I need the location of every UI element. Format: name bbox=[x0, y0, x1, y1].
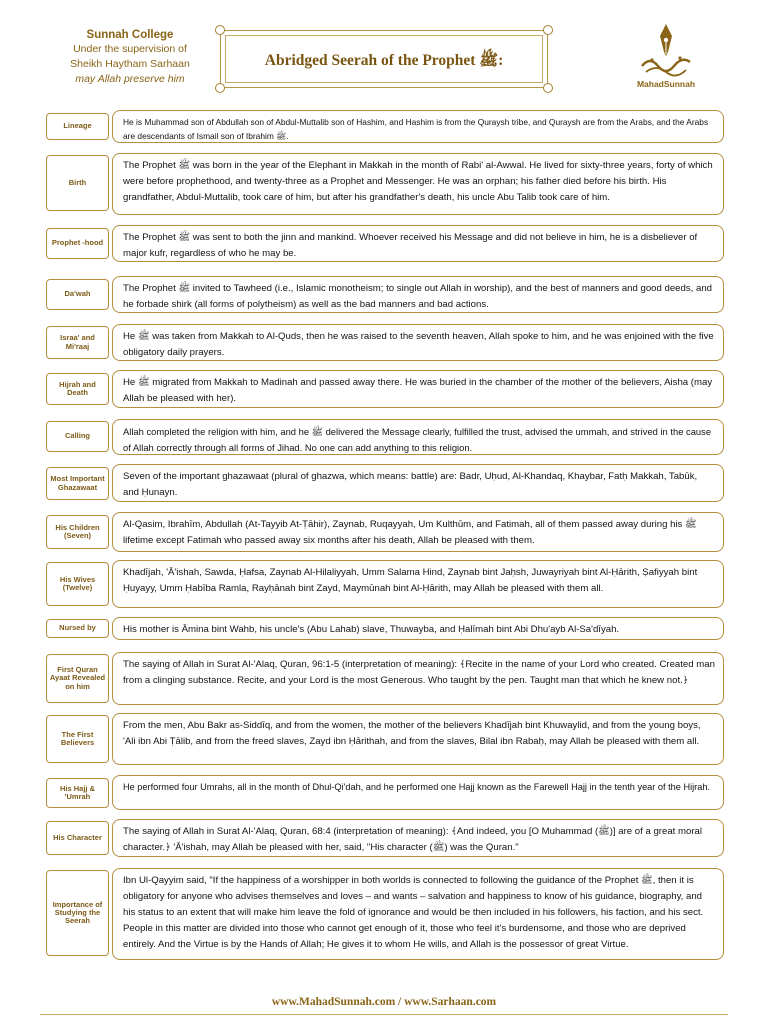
row-text: The saying of Allah in Surat Al-'Alaq, Quran, 96:1-5 (interpretation of meaning): ﴾Recite in the name of your Lord who created. Created man from a clinging substance. Recite, and your Lord is the most Generous. Who taught by the pen. Taught man that which he knew not.﴿ bbox=[112, 652, 724, 705]
row-text: The Prophet ﷺ was sent to both the jinn and mankind. Whoever received his Message and did not believe in him, he is a disbeliever of major kufr, regardless of who he may be. bbox=[112, 225, 724, 262]
row-label: Israa' and Mi'raaj bbox=[46, 326, 109, 359]
supervision-line: Under the supervision of bbox=[73, 43, 187, 55]
college-name: Sunnah College bbox=[86, 29, 174, 41]
sheikh-name: Sheikh Haytham Sarhaan bbox=[70, 58, 190, 70]
row-label: Da'wah bbox=[46, 279, 109, 310]
row-text: Khadījah, 'Ā'ishah, Sawda, Ḥafsa, Zaynab Al-Hilaliyyah, Umm Salama Hind, Zaynab bint Jaḥsh, Juwayriyah bint Al-Ḥārith, Ṣafiyyah bint Ḥuyayy, Umm Ḥabība Ramla, Rayḥānah bint Zayd, Maymūnah bint Al-Ḥārith, may Allah be pleased with them all. bbox=[112, 560, 724, 608]
row-label: Hijrah and Death bbox=[46, 373, 109, 405]
mahadsunnah-logo bbox=[626, 22, 706, 94]
corner-ornament-icon bbox=[543, 25, 553, 35]
row-text: He is Muhammad son of Abdullah son of Abdul-Muttalib son of Hashim, and Hashim is from the Quraysh tribe, and Quraysh are from the Arabs, and the Arabs are descendants of Ismail son of Ibrahim ﷺ. bbox=[112, 110, 724, 143]
row-text: The Prophet ﷺ invited to Tawheed (i.e., Islamic monotheism; to single out Allah in worship), and the best of manners and good deeds, and he forbade shirk (all forms of polytheism) as well as the bad manners and bad actions. bbox=[112, 276, 724, 313]
row-label: His Children (Seven) bbox=[46, 515, 109, 549]
page-header bbox=[0, 0, 768, 100]
row-label: Prophet -hood bbox=[46, 228, 109, 259]
row-label: His Character bbox=[46, 821, 109, 855]
row-label: The First Believers bbox=[46, 715, 109, 763]
footer-divider bbox=[40, 1014, 728, 1015]
row-text: From the men, Abu Bakr as-Siddīq, and from the women, the mother of the believers Khadījah bint Khuwaylid, and from the young boys, 'Ali ibn Abi Ṭālib, and from the freed slaves, Zayd ibn Ḥārithah, and from the slaves, Bilal ibn Rabaḥ, may Allah be pleased with them all. bbox=[112, 713, 724, 765]
row-text: Al-Qasim, Ibrahīm, Abdullah (At-Tayyib At-Ṭāhir), Zaynab, Ruqayyah, Um Kulthūm, and Fatimah, all of them passed away during his ﷺ lifetime except Fatimah who passed away six months after his death, Allah be pleased with them. bbox=[112, 512, 724, 552]
row-label: Calling bbox=[46, 421, 109, 452]
row-text: The Prophet ﷺ was born in the year of the Elephant in Makkah in the month of Rabi' al-Awwal. He lived for sixty-three years, forty of which were before prophethood, and twenty-three as a Prophet and Messenger. He was an orphan; his father died before his birth. His grandfather, Abdul-Muttalib, took care of him, but after his grandfather's death, his uncle Abu Talib took care of him. bbox=[112, 153, 724, 215]
row-label: First Quran Ayaat Revealed on him bbox=[46, 654, 109, 703]
row-text: He ﷺ migrated from Makkah to Madinah and passed away there. He was buried in the chamber of the mother of the believers, Aisha (may Allah be pleased with her). bbox=[112, 370, 724, 408]
prayer-line: may Allah preserve him bbox=[75, 73, 185, 85]
row-text: He ﷺ was taken from Makkah to Al-Quds, then he was raised to the seventh heaven, Allah spoke to him, and he was enjoined with the five obligatory daily prayers. bbox=[112, 324, 724, 361]
corner-ornament-icon bbox=[215, 83, 225, 93]
row-text: Seven of the important ghazawaat (plural of ghazwa, which means: battle) are: Badr, Uḥud, Al-Khandaq, Khaybar, Fatḥ Makkah, Tabūk, and Ḥunayn. bbox=[112, 464, 724, 502]
row-text: He performed four Umrahs, all in the month of Dhul-Qi'dah, and he performed one Hajj known as the Farewell Hajj in the tenth year of the Hijrah. bbox=[112, 775, 724, 810]
row-label: Birth bbox=[46, 155, 109, 211]
title-frame bbox=[220, 30, 548, 88]
row-label: His Wives (Twelve) bbox=[46, 562, 109, 606]
row-label: Importance of Studying the Seerah bbox=[46, 870, 109, 956]
logo-text: MahadSunnah bbox=[636, 79, 696, 89]
pen-nib-logo-icon bbox=[634, 22, 698, 78]
row-label: Nursed by bbox=[46, 619, 109, 638]
corner-ornament-icon bbox=[215, 25, 225, 35]
corner-ornament-icon bbox=[543, 83, 553, 93]
row-text: The saying of Allah in Surat Al-'Alaq, Quran, 68:4 (interpretation of meaning): ﴾And indeed, you [O Muhammad (ﷺ)] are of a great moral character.﴿ 'Ā'ishah, may Allah be pleased with her, said, "His character (ﷺ) was the Quran." bbox=[112, 819, 724, 857]
row-label: His Hajj & 'Umrah bbox=[46, 778, 109, 808]
row-text: Ibn Ul-Qayyim said, "If the happiness of a worshipper in both worlds is connected to following the guidance of the Prophet ﷺ, then it is obligatory for anyone who advises themselves and loves – and wants – salvation and happiness to know of his guidance, biography, and his status to an extent that will make him leave the fold of ignorance and would be then included in his followers, his faction, and his sect. People in this matter are divided into those who cannot get enough of it, those who feel it's burdensome, and those who are deprived entirely. And the Virtue is by the Hands of Allah; He gives it to whom He wills, and Allah is the possessor of great Virtue. bbox=[112, 868, 724, 960]
footer-text: www.MahadSunnah.com / www.Sarhaan.com bbox=[271, 996, 497, 1008]
page-title: Abridged Seerah of the Prophet ﷺ: bbox=[264, 52, 504, 69]
row-text: Allah completed the religion with him, and he ﷺ delivered the Message clearly, fulfilled the trust, advised the ummah, and strived in the cause of Allah correctly through all forms of Jihad. No one can add anything to this religion. bbox=[112, 419, 724, 455]
footer-links bbox=[0, 996, 768, 1008]
row-label: Most Important Ghazawaat bbox=[46, 467, 109, 500]
row-text: His mother is Āmina bint Wahb, his uncle's (Abu Lahab) slave, Thuwayba, and Ḥalīmah bint Abi Dhu'ayb Al-Sa'dīyah. bbox=[112, 617, 724, 640]
college-info bbox=[40, 28, 220, 87]
row-label: Lineage bbox=[46, 113, 109, 140]
